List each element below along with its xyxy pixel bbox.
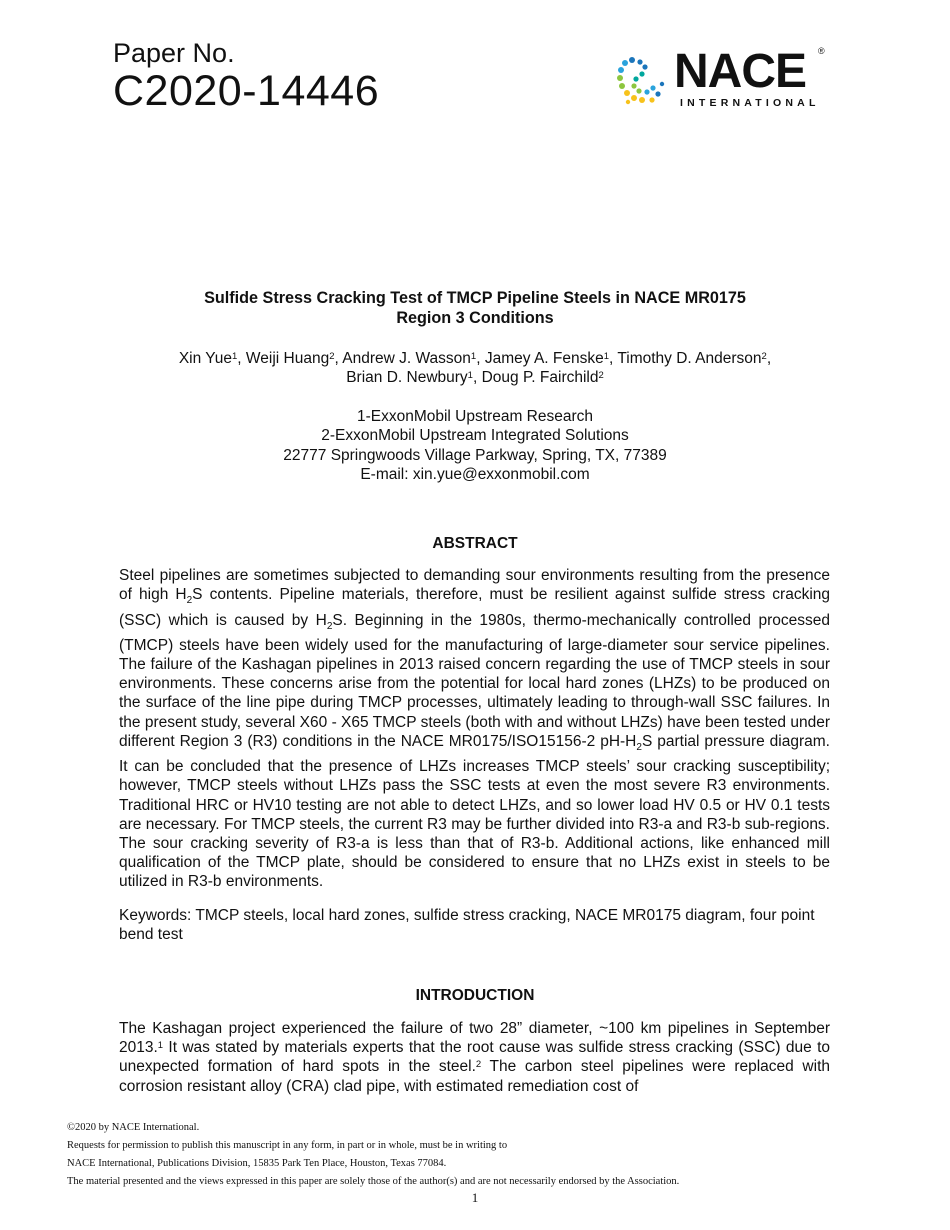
affiliations: [0, 407, 950, 485]
abstract-body: [119, 566, 830, 892]
reference-marker: 1: [157, 1040, 164, 1052]
author-list: [0, 349, 950, 387]
subscript: 2: [186, 595, 193, 607]
author-affiliation-marker: 2: [598, 370, 604, 381]
title-line-1: Sulfide Stress Cracking Test of TMCP Pipeline Steels in NACE MR0175: [204, 289, 746, 307]
author-separator: ,: [766, 350, 772, 367]
authors-line-1: [0, 349, 950, 368]
logo-subtitle: INTERNATIONAL: [680, 97, 820, 109]
logo-name: NACE: [674, 45, 807, 98]
introduction-text: The carbon steel pipelines were replaced with corrosion resistant alloy (CRA) clad pipe, with estimated remediation cost of: [119, 1058, 830, 1095]
abstract-text: S. Beginning in the 1980s, thermo-mechanically controlled processed (TMCP) steels have been widely used for the manufacturing of large-diameter sour service pipelines. The failure of the Kashagan pipelines in 2013 raised concern regarding the use of TMCP steels in sour environments. These concerns arise from the potential for local hard zones (LHZs) to be produced on the surface of the line pipe during TMCP processes, ultimately leading to through-wall SSC failures. In the present study, several X60 - X65 TMCP steels (both with and without LHZs) have been tested under different Region 3 (R3) conditions in the NACE MR0175/ISO15156-2 pH-H: [119, 611, 831, 750]
affiliation-2: 2-ExxonMobil Upstream Integrated Solutions: [321, 427, 629, 445]
email: E-mail: xin.yue@exxonmobil.com: [360, 466, 590, 484]
author-separator: ,: [472, 369, 482, 386]
author-name: Xin Yue: [178, 350, 232, 367]
introduction-text: It was stated by materials experts that the root cause was sulfide stress cracking (SSC) due to unexpected formation of hard spots in the steel.: [119, 1039, 830, 1076]
subscript: 2: [326, 620, 333, 632]
author-name: Doug P. Fairchild: [481, 369, 599, 386]
author-affiliation-marker: 2: [329, 351, 335, 362]
publisher-address-line: NACE International, Publications Division, 15835 Park Ten Place, Houston, Texas 77084.: [67, 1158, 447, 1169]
logo-registered-mark: ®: [818, 46, 825, 56]
author-name: Weiji Huang: [245, 350, 330, 367]
author-separator: ,: [237, 350, 246, 367]
authors-line-2: [0, 368, 950, 387]
author-name: Jamey A. Fenske: [484, 350, 604, 367]
author-affiliation-marker: 1: [232, 351, 238, 362]
author-name: Timothy D. Anderson: [617, 350, 762, 367]
address: 22777 Springwoods Village Parkway, Spring, TX, 77389: [283, 446, 667, 464]
introduction-body: [119, 1019, 830, 1096]
author-affiliation-marker: 2: [761, 351, 767, 362]
abstract-heading: ABSTRACT: [432, 535, 518, 552]
paper-number-block: [113, 40, 379, 113]
copyright-line: ©2020 by NACE International.: [67, 1122, 200, 1133]
introduction-text: The Kashagan project experienced the failure of two 28” diameter, ~100 km pipelines in September 2013.: [119, 1020, 830, 1057]
author-separator: ,: [609, 350, 618, 367]
paper-label: Paper No.: [113, 38, 235, 68]
copyright-footer: [67, 1119, 679, 1191]
author-separator: ,: [334, 350, 343, 367]
page-number: 1: [471, 1190, 479, 1205]
keywords: Keywords: TMCP steels, local hard zones, sulfide stress cracking, NACE MR0175 diagram, four point bend test: [119, 907, 815, 944]
subscript: 2: [636, 741, 642, 753]
paper-number: C2020-14446: [113, 67, 380, 115]
permission-line: Requests for permission to publish this manuscript in any form, in part or in whole, must be in writing to: [67, 1140, 508, 1151]
author-affiliation-marker: 1: [603, 351, 610, 362]
nace-swirl-icon: [612, 50, 672, 110]
author-affiliation-marker: 1: [467, 370, 473, 381]
author-name: Andrew J. Wasson: [342, 350, 471, 367]
author-affiliation-marker: 1: [470, 351, 477, 362]
abstract-text: S contents. Pipeline materials, therefore, must be resilient against sulfide stress cracking (SSC) which is caused by H: [119, 586, 830, 629]
abstract-text: Steel pipelines are sometimes subjected to demanding sour environments resulting from the presence of high H: [119, 567, 830, 604]
author-separator: ,: [476, 350, 485, 367]
reference-marker: 2: [475, 1059, 482, 1071]
introduction-heading: INTRODUCTION: [415, 987, 535, 1004]
affiliation-1: 1-ExxonMobil Upstream Research: [356, 408, 594, 425]
author-name: Brian D. Newbury: [346, 369, 468, 386]
paper-title: [0, 288, 950, 328]
nace-logo: [612, 46, 832, 112]
disclaimer-line: The material presented and the views expressed in this paper are solely those of the author(s) and are not necessarily endorsed by the Association.: [67, 1176, 680, 1187]
title-line-2: Region 3 Conditions: [396, 309, 554, 327]
abstract-text: S partial pressure diagram. It can be concluded that the presence of LHZs increases TMCP steels’ sour cracking susceptibility; however, TMCP steels without LHZs pass the SSC tests at even the most severe R3 environments. Traditional HRC or HV10 testing are not able to detect LHZs, and so lower load HV 0.5 or HV 0.1 tests are necessary. For TMCP steels, the current R3 may be further divided into R3-a and R3-b sub-regions. The sour cracking severity of R3-a is less than that of R3-b. Additional actions, like enhanced mill qualification of the TMCP plate, should be considered to ensure that no LHZs exist in steels to be utilized in R3-b environments.: [119, 732, 830, 891]
